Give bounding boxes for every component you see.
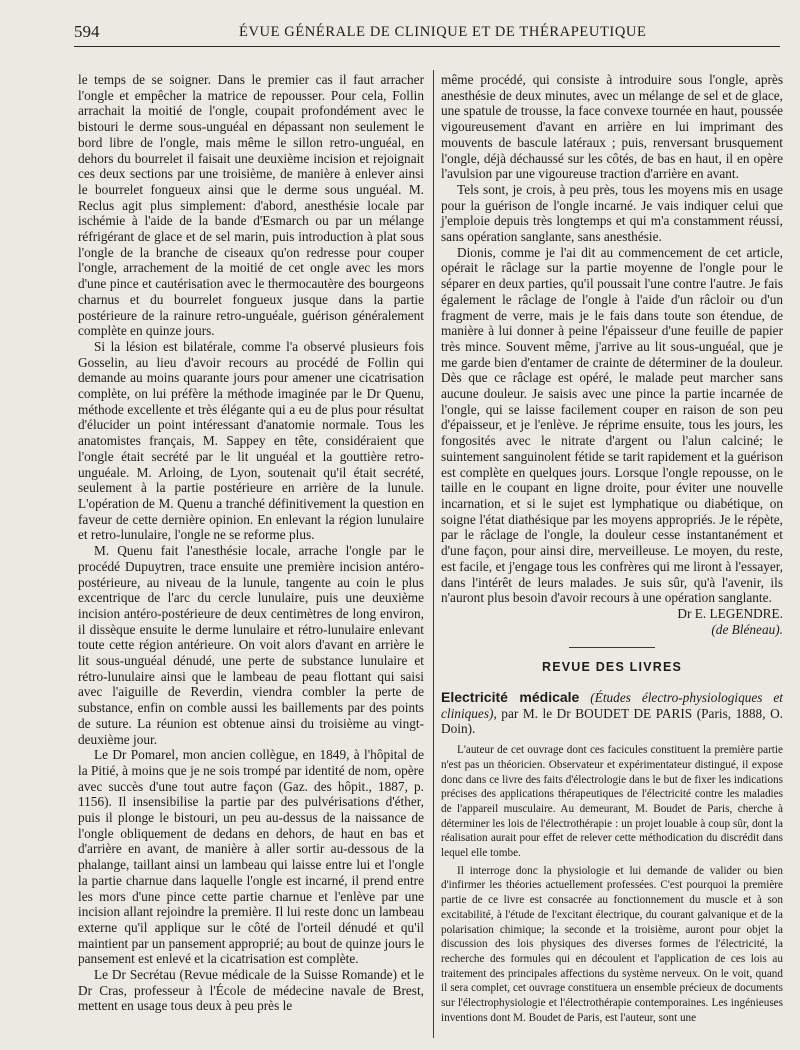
review-paragraph: Il interroge donc la physiologie et lui demande de valider ou bien d'infirmer les théories actuellement professées. C'est pourquoi la première partie de ce livre est consacrée au fonctionnement du muscle et à son excitabilité, à l'étude de l'excitant électrique, du courant galvanique et de la polarisation chimique; la seconde et la troisième, auront pour objet la discussion des lois physiques des diverses formes de l'électricité, la recherche des formules qui en découlent et l'application de ces lois au traitement des principales affections du système nerveux. On le voit, quand il sera complet, cet ouvrage constituera un ensemble précieux de documents sur l'électrophysiologie et l'électrothérapie contemporaines. Les ingénieuses inventions dont M. Boudet de Paris, est l'auteur, sont une — [441, 864, 783, 1024]
paragraph: le temps de se soigner. Dans le premier cas il faut arracher l'ongle et empêcher la matrice de repousser. Pour cela, Follin arrachait la moitié de l'ongle, coupait profondément avec le bistouri le derme sous-unguéal en dépassant non seulement le bord libre de l'ongle, mais même le sillon retro-unguéal, en dehors du bourrelet il faisait une deuxième incision et rejoignait ces deux sections par une troisième, de manière à enlever ainsi le bourrelet fongueux ainsi que le derme sous unguéal. M. Reclus agit plus simplement: d'abord, anesthésie locale par ischémie à l'aide de la bande d'Esmarch ou par un mélange réfrigérant de glace et de sel marin, puis introduction à plat sous l'ongle de la branche de ciseaux qu'on redresse pour couper l'ongle, arrachement de la moitié de cet ongle avec les mors d'une pince et cautérisation avec le thermocautère des bourgeons charnus et du bourrelet fongueux jusque dans la partie postérieure de la rainure retro-unguéale, guérison généralement complète en quinze jours. — [78, 72, 424, 339]
column-divider — [433, 70, 434, 1038]
review-body — [441, 743, 783, 1025]
running-title: ÉVUE GÉNÉRALE DE CLINIQUE ET DE THÉRAPEUTIQUE — [239, 24, 647, 40]
section-rule — [569, 647, 655, 648]
paragraph: Le Dr Secrétau (Revue médicale de la Suisse Romande) et le Dr Cras, professeur à l'École de médecine navale de Brest, mettent en usage tous deux à peu près le — [78, 967, 424, 1014]
right-column — [441, 72, 783, 1028]
left-column — [78, 72, 424, 1014]
paragraph: Si la lésion est bilatérale, comme l'a observé plusieurs fois Gosselin, au lieu d'avoir recours au procédé de Follin qui demande au moins quarante jours pour amener une cicatrisation complète, on lui préfère la méthode imaginée par le Dr Quenu, méthode excellente et très élégante qui a eu de plus pour résultat d'élucider un point intéressant d'anatomie normale. Tous les anatomistes français, M. Sappey en tête, considéraient que l'ongle était secrété par le lit unguéal et la gouttière retro-unguéale. M. Arloing, de Lyon, soutenait qu'il était secrété, seulement à la partie postérieure en arrière de la lunule. L'opération de M. Quenu a tranché définitivement la question en faveur de cette dernière opinion. En enlevant la région lunulaire et retro-lunulaire, l'ongle ne se reforme plus. — [78, 338, 424, 543]
review-paragraph: L'auteur de cet ouvrage dont ces facicules constituent la première partie n'est pas un théoricien. Observateur et expérimentateur distingué, il expose donc dans ce livre des faits d'électrologie dans le but de fixer les indications précises des applications thérapeutiques de l'électricité contre les maladies de l'appareil musculaire. Au demeurant, M. Boudet de Paris, cherche à déterminer les lois de l'électrothérapie : un projet louable à coup sûr, dont la réalisation aurait pour effet de relever cette méthodication du discrédit dans lequel elle tombe. — [441, 744, 783, 860]
paragraph: Tels sont, je crois, à peu près, tous les moyens mis en usage pour la guérison de l'ongle incarné. Je vais indiquer celui que j'emploie depuis très longtemps et qui m'a constamment réussi, sans opération sanglante, sans anesthésie. — [441, 181, 783, 245]
section-title: REVUE DES LIVRES — [541, 660, 683, 675]
header-rule — [74, 46, 780, 47]
page-header — [74, 22, 774, 48]
paragraph: même procédé, qui consiste à introduire sous l'ongle, après anesthésie de deux minutes, avec un mélange de sel et de glace, une spatule de trousse, la face convexe tournée en haut, poussée vigoureusement d'avant en arrière en lui imprimant des mouvents de bascule latéraux ; puis, renversant brusquement l'ongle, déjà déchaussé sur les côtés, de bas en haut, il en opère l'avulsion par une vigoureuse traction d'arrière en avant. — [441, 72, 783, 182]
paragraph: Le Dr Pomarel, mon ancien collègue, en 1849, à l'hôpital de la Pitié, à moins que je ne sois trompé par identité de nom, opère avec succès d'une tout autre façon (Gaz. des hôpit., 1887, p. 1156). Il insensibilise la partie par des pulvérisations d'éther, puis il plonge le bistouri, un peu au-dessus de la naissance de l'ongle obliquement de dedans en dehors, de haut en bas et d'arrière en avant, de manière à aller sortir au-dessous de la phalange, taillant ainsi un lambeau qui laisse entre lui et l'ongle la partie charnue dans laquelle l'ongle est incarné, il prend entre les mors d'une pince cette partie charnue et l'enlève par une incision allant rejoindre la première. Il lui reste donc un lambeau externe qu'il applique sur le côté de l'orteil dénudé et qu'il maintient par un pansement approprié; au bout de quinze jours le pansement est enlevé et la cicatrisation est complète. — [78, 747, 424, 967]
review-book-title: Electricité médicale — [441, 689, 580, 706]
review-book-subtitle: (Études électro-physiologiques et cliniques) — [441, 690, 783, 721]
review-title — [441, 690, 783, 737]
paragraph: M. Quenu fait l'anesthésie locale, arrache l'ongle par le procédé Dupuytren, trace ensuite une première incision antéro-postérieure, au niveau de la lunule, tangente au coin le plus excentrique de l'arc du cercle lunulaire, puis une deuxième incision antéro-postérieure de deux centimètres de long environ, il dissèque ensuite le derme lunulaire et rétro-lunulaire enlevant toute cette région antérieure. On voit alors d'avant en arrière le lit sous-unguéal dénudé, une perte de substance lunulaire et rétro-lunulaire ainsi que le lambeau de peau flottant qui saisi avec l'aiguille de Reverdin, viendra combler la perte de substance, enfin on comble aussi les baillements par des points de suture. La réunion est obtenue ainsi du troisième au vingt-deuxième jour. — [78, 543, 424, 747]
author-place: (de Bléneau). — [711, 621, 783, 637]
review-book-details: , par M. le Dr BOUDET DE PARIS (Paris, 1888, O. Doin). — [441, 705, 783, 737]
page-number: 594 — [74, 22, 100, 41]
author-signature: Dr E. LEGENDRE. — [677, 605, 783, 621]
paragraph: Dionis, comme je l'ai dit au commencement de cet article, opérait le râclage sur la partie moyenne de l'ongle pour le séparer en deux parties, qu'il poussait l'une contre l'autre. Je fais également le râclage de l'ongle à l'aide d'un râcloir ou d'un fragment de verre, mais je le fais dans toute son étendue, de manière à lui donner à peine l'épaisseur d'une feuille de papier très mince. Souvent même, j'arrive au lit sous-unguéal, que je me garde bien d'entamer de crainte de déterminer de la douleur. Dès que ce râclage est opéré, le malade peut marcher sans aucune douleur. Je saisis avec une pince la partie incarnée de l'ongle, qui se laisse facilement couper en raison de son peu d'épaisseur, et je l'enlève. Je réprime ensuite, tous les jours, les fongosités avec le nitrate d'argent ou l'alun calciné; le suintement sanguinolent fétide se tarit rapidement et la guérison est complète en quelques jours. Lorsque l'ongle repousse, on le taille en le coupant en ligne droite, pour éviter une nouvelle incarnation, et si le sujet est lymphatique ou diabétique, on soigne l'état diathésique par les moyens appropriés. Je le répète, par le râclage de l'ongle, la douleur cesse instantanément et d'une façon, pour ainsi dire, merveilleuse. Le moyen, du reste, est facile, et j'engage tous les confrères qui me liront à l'essayer, dans l'intérêt de leurs malades. Je suis sûr, qu'à l'avenir, ils n'auront plus besoin d'avoir recours à une opération sanglante. — [441, 244, 783, 606]
